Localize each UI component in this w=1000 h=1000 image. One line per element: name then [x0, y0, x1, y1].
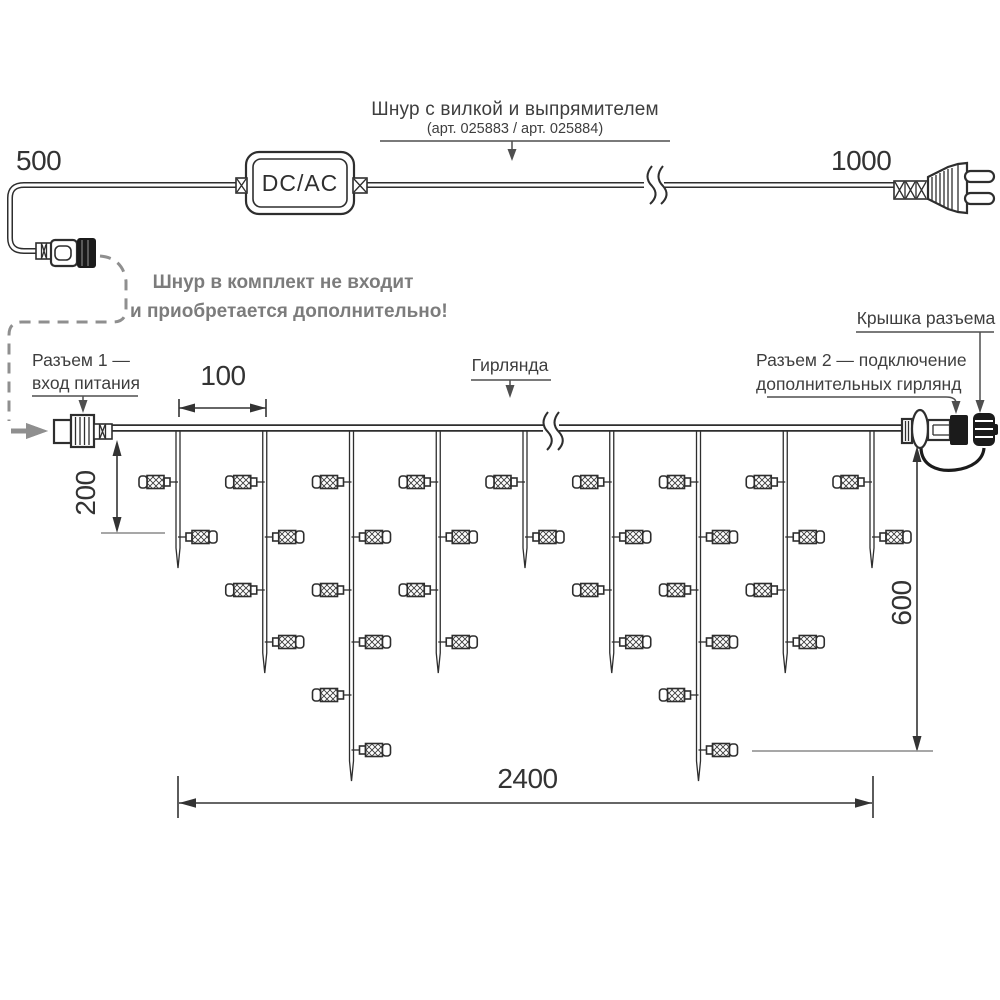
garland-drop-medium — [263, 428, 267, 673]
led-lamp-icon — [438, 531, 477, 544]
led-lamp-icon — [313, 584, 352, 597]
cord-break-icon — [648, 166, 667, 204]
led-lamp-icon — [399, 584, 438, 597]
led-lamp-icon — [872, 531, 911, 544]
led-lamp-icon — [265, 636, 304, 649]
led-lamp-icon — [265, 531, 304, 544]
connector1-label-line2: вход питания — [32, 373, 140, 393]
led-lamp-icon — [699, 636, 738, 649]
connector2-label-line2: дополнительных гирлянд — [756, 373, 962, 394]
dim-500-label: 500 — [16, 145, 62, 176]
led-lamp-icon — [612, 531, 651, 544]
connector1-label-line1: Разъем 1 — — [32, 350, 130, 370]
led-lamp-icon — [785, 636, 824, 649]
led-lamp-icon — [352, 531, 391, 544]
led-lamp-icon — [660, 689, 699, 702]
led-lamp-icon — [660, 476, 699, 489]
cord-label-title: Шнур с вилкой и выпрямителем — [371, 99, 659, 120]
led-lamp-icon — [352, 744, 391, 757]
led-lamp-icon — [139, 476, 178, 489]
garland-drop-long — [697, 428, 701, 781]
connector2-label-line1: Разъем 2 — подключение — [756, 350, 967, 370]
led-lamp-icon — [525, 531, 564, 544]
connector-1 — [11, 415, 112, 447]
power-cord — [10, 185, 898, 251]
dimension-100 — [179, 399, 266, 417]
led-lamp-icon — [313, 476, 352, 489]
garland-drop-medium — [436, 428, 440, 673]
led-lamp-icon — [313, 689, 352, 702]
note-text — [130, 268, 448, 326]
euro-plug-icon — [894, 163, 994, 213]
led-lamp-icon — [399, 476, 438, 489]
connector2-label-leader — [767, 397, 961, 414]
led-lamp-icon — [699, 531, 738, 544]
connector-cap-label: Крышка разъема — [856, 308, 996, 328]
connector-cap — [973, 413, 998, 446]
led-lamp-icon — [486, 476, 525, 489]
dim-2400-label: 2400 — [497, 763, 558, 794]
led-lamp-icon — [178, 531, 217, 544]
note-line2: и приобретается дополнительно! — [130, 301, 448, 322]
dim-1000-label: 1000 — [831, 145, 892, 176]
garland-drop-medium — [783, 428, 787, 673]
garland-drop-medium — [610, 428, 614, 673]
led-lamp-icon — [573, 584, 612, 597]
dashed-route — [9, 256, 126, 439]
connector1-label-leader — [32, 396, 138, 413]
led-lamp-icon — [699, 744, 738, 757]
dim-600-label: 600 — [886, 580, 917, 626]
led-lamp-icon — [352, 636, 391, 649]
led-lamp-icon — [573, 476, 612, 489]
garland-drop-long — [350, 428, 354, 781]
garland-drop-short — [176, 428, 180, 568]
note-line1: Шнур в комплект не входит — [152, 272, 414, 293]
led-lamp-icon — [746, 584, 785, 597]
garland-label-leader — [471, 380, 551, 398]
garland-drop-short — [523, 428, 527, 568]
garland-drops — [139, 428, 911, 781]
cord-label-subtitle: (арт. 025883 / арт. 025884) — [426, 121, 604, 137]
cord-end-connector — [36, 238, 96, 268]
dim-100-label: 100 — [200, 360, 246, 391]
connector1-label — [32, 349, 140, 395]
dc-ac-label: DC/AC — [261, 169, 339, 196]
led-lamp-icon — [226, 476, 265, 489]
led-lamp-icon — [438, 636, 477, 649]
led-lamp-icon — [612, 636, 651, 649]
garland-label: Гирлянда — [471, 355, 549, 375]
garland-drop-short — [870, 428, 874, 568]
led-lamp-icon — [226, 584, 265, 597]
cord-label-leader — [380, 141, 670, 161]
box-right-terminal — [353, 178, 367, 193]
dim-200-label: 200 — [70, 470, 101, 516]
led-lamp-icon — [833, 476, 872, 489]
led-lamp-icon — [746, 476, 785, 489]
led-lamp-icon — [785, 531, 824, 544]
led-lamp-icon — [660, 584, 699, 597]
connector2-label — [756, 349, 967, 396]
